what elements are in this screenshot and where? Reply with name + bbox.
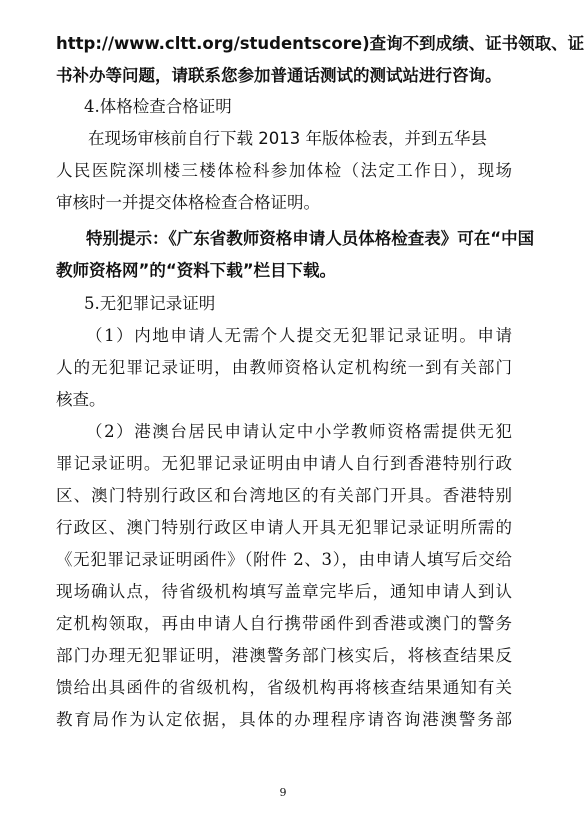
paragraph-line: 审核时一并提交体格检查合格证明。 [56, 193, 320, 212]
paragraph-line: （1）内地申请人无需个人提交无犯罪记录证明。申请 [86, 326, 512, 345]
special-note-line: 教师资格网”的“资料下载”栏目下载。 [56, 261, 337, 280]
paragraph-line: 行政区、澳门特别行政区申请人开具无犯罪记录证明所需的 [56, 518, 512, 537]
paragraph-line: 教育局作为认定依据，具体的办理程序请咨询港澳警务部 [56, 710, 512, 729]
page-number: 9 [279, 786, 287, 799]
section-heading: 5.无犯罪记录证明 [84, 294, 216, 313]
special-note-line: 特别提示：《广东省教师资格申请人员体格检查表》可在“中国 [86, 229, 535, 248]
paragraph-line: 部门办理无犯罪证明，港澳警务部门核实后，将核查结果反 [56, 646, 512, 665]
paragraph-line: 馈给出具函件的省级机构，省级机构再将核查结果通知有关 [56, 678, 512, 697]
paragraph-line: 罪记录证明。无犯罪记录证明由申请人自行到香港特别行政 [56, 454, 512, 473]
paragraph-line: （2）港澳台居民申请认定中小学教师资格需提供无犯 [86, 422, 512, 441]
paragraph-line: 现场确认点，待省级机构填写盖章完毕后，通知申请人到认 [56, 582, 512, 601]
paragraph-line: 区、澳门特别行政区和台湾地区的有关部门开具。香港特别 [56, 486, 512, 505]
paragraph-line: 人的无犯罪记录证明，由教师资格认定机构统一到有关部门 [56, 358, 512, 377]
paragraph-line: 书补办等问题，请联系您参加普通话测试的测试站进行咨询。 [56, 66, 502, 85]
paragraph-line: 核查。 [56, 390, 106, 409]
paragraph-line: 《无犯罪记录证明函件》（附件 2、3），由申请人填写后交给 [56, 550, 512, 569]
paragraph-line: 定机构领取，再由申请人自行携带函件到香港或澳门的警务 [56, 614, 512, 633]
paragraph-line: 人民医院深圳楼三楼体检科参加体检（法定工作日），现场 [56, 161, 512, 180]
paragraph-line: 在现场审核前自行下载 2013 年版体检表，并到五华县 [88, 129, 487, 148]
paragraph-line: http://www.cltt.org/studentscore)查询不到成绩、证书领取、证 [56, 34, 584, 53]
section-heading: 4.体格检查合格证明 [84, 97, 232, 116]
